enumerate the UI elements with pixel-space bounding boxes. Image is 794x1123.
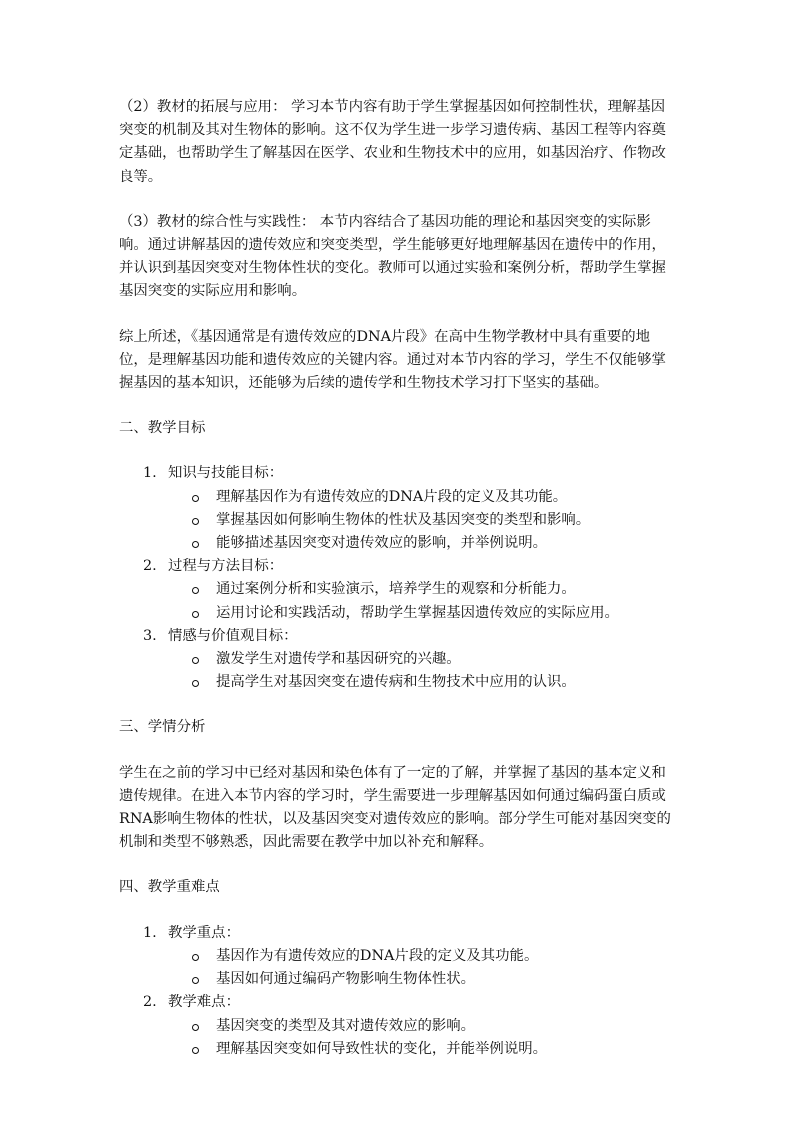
list-item: 激发学生对遗传学和基因研究的兴趣。 (190, 648, 674, 671)
list-item (119, 991, 674, 1061)
list-item: 理解基因突变如何导致性状的变化，并能举例说明。 (190, 1038, 674, 1061)
list-item: 理解基因作为有遗传效应的DNA片段的定义及其功能。 (190, 486, 674, 509)
list-item (119, 625, 674, 695)
key-difficult-points-list (119, 922, 674, 1061)
list-item: 基因突变的类型及其对遗传效应的影响。 (190, 1015, 674, 1038)
section-heading-student-analysis: 三、学情分析 (119, 719, 206, 736)
circle-bullet-icon (192, 1047, 199, 1054)
circle-bullet-icon (192, 657, 199, 664)
circle-bullet-icon (192, 680, 199, 687)
circle-bullet-icon (192, 977, 199, 984)
paragraph-textbook-practice: （3）教材的综合性与实践性： 本节内容结合了基因功能的理论和基因突变的实际影响。通过讲解基因的遗传效应和突变类型，学生能够更好地理解基因在遗传中的作用，并认识到基因突变对生物体性状的变化。教师可以通过实验和案例分析，帮助学生掌握基因突变的实际应用和影响。 (119, 213, 666, 300)
list-item: 运用讨论和实践活动，帮助学生掌握基因遗传效应的实际应用。 (190, 602, 674, 625)
list-number: 1. (143, 465, 157, 482)
list-item-label: 知识与技能目标： (168, 465, 284, 482)
list-number: 2. (143, 994, 157, 1011)
list-item: 能够描述基因突变对遗传效应的影响，并举例说明。 (190, 532, 674, 555)
list-item (119, 922, 674, 992)
circle-bullet-icon (192, 954, 199, 961)
circle-bullet-icon (192, 495, 199, 502)
list-item: 提高学生对基因突变在遗传病和生物技术中应用的认识。 (190, 671, 674, 694)
list-item: 掌握基因如何影响生物体的性状及基因突变的类型和影响。 (190, 509, 674, 532)
list-item-label: 情感与价值观目标： (168, 627, 298, 644)
circle-bullet-icon (192, 611, 199, 618)
list-item: 基因如何通过编码产物影响生物体性状。 (190, 968, 674, 991)
section-heading-teaching-goals: 二、教学目标 (119, 420, 206, 437)
list-number: 1. (143, 924, 157, 941)
list-item (119, 462, 674, 555)
circle-bullet-icon (192, 541, 199, 548)
list-item-label: 教学重点： (168, 924, 240, 941)
section-heading-key-difficult-points: 四、教学重难点 (119, 879, 220, 896)
list-item-label: 教学难点： (168, 994, 240, 1011)
list-item: 基因作为有遗传效应的DNA片段的定义及其功能。 (190, 945, 674, 968)
list-item: 通过案例分析和实验演示，培养学生的观察和分析能力。 (190, 578, 674, 601)
list-number: 2. (143, 558, 157, 575)
paragraph-textbook-extension: （2）教材的拓展与应用： 学习本节内容有助于学生掌握基因如何控制性状，理解基因突变的机制及其对生物体的影响。这不仅为学生进一步学习遗传病、基因工程等内容奠定基础，也帮助学生了解基因在医学、农业和生物技术中的应用，如基因治疗、作物改良等。 (119, 99, 666, 185)
list-item-label: 过程与方法目标： (168, 558, 284, 575)
circle-bullet-icon (192, 587, 199, 594)
paragraph-summary: 综上所述，《基因通常是有遗传效应的DNA片段》在高中生物学教材中具有重要的地位，是理解基因功能和遗传效应的关键内容。通过对本节内容的学习，学生不仅能够掌握基因的基本知识，还能够为后续的遗传学和生物技术学习打下坚实的基础。 (119, 328, 666, 392)
list-item (119, 555, 674, 625)
circle-bullet-icon (192, 1024, 199, 1031)
teaching-goals-list (119, 462, 674, 694)
list-number: 3. (143, 627, 157, 644)
circle-bullet-icon (192, 518, 199, 525)
paragraph-student-analysis: 学生在之前的学习中已经对基因和染色体有了一定的了解，并掌握了基因的基本定义和遗传规律。在进入本节内容的学习时，学生需要进一步理解基因如何通过编码蛋白质或RNA影响生物体的性状，以及基因突变对遗传效应的影响。部分学生可能对基因突变的机制和类型不够熟悉，因此需要在教学中加以补充和解释。 (119, 764, 671, 851)
